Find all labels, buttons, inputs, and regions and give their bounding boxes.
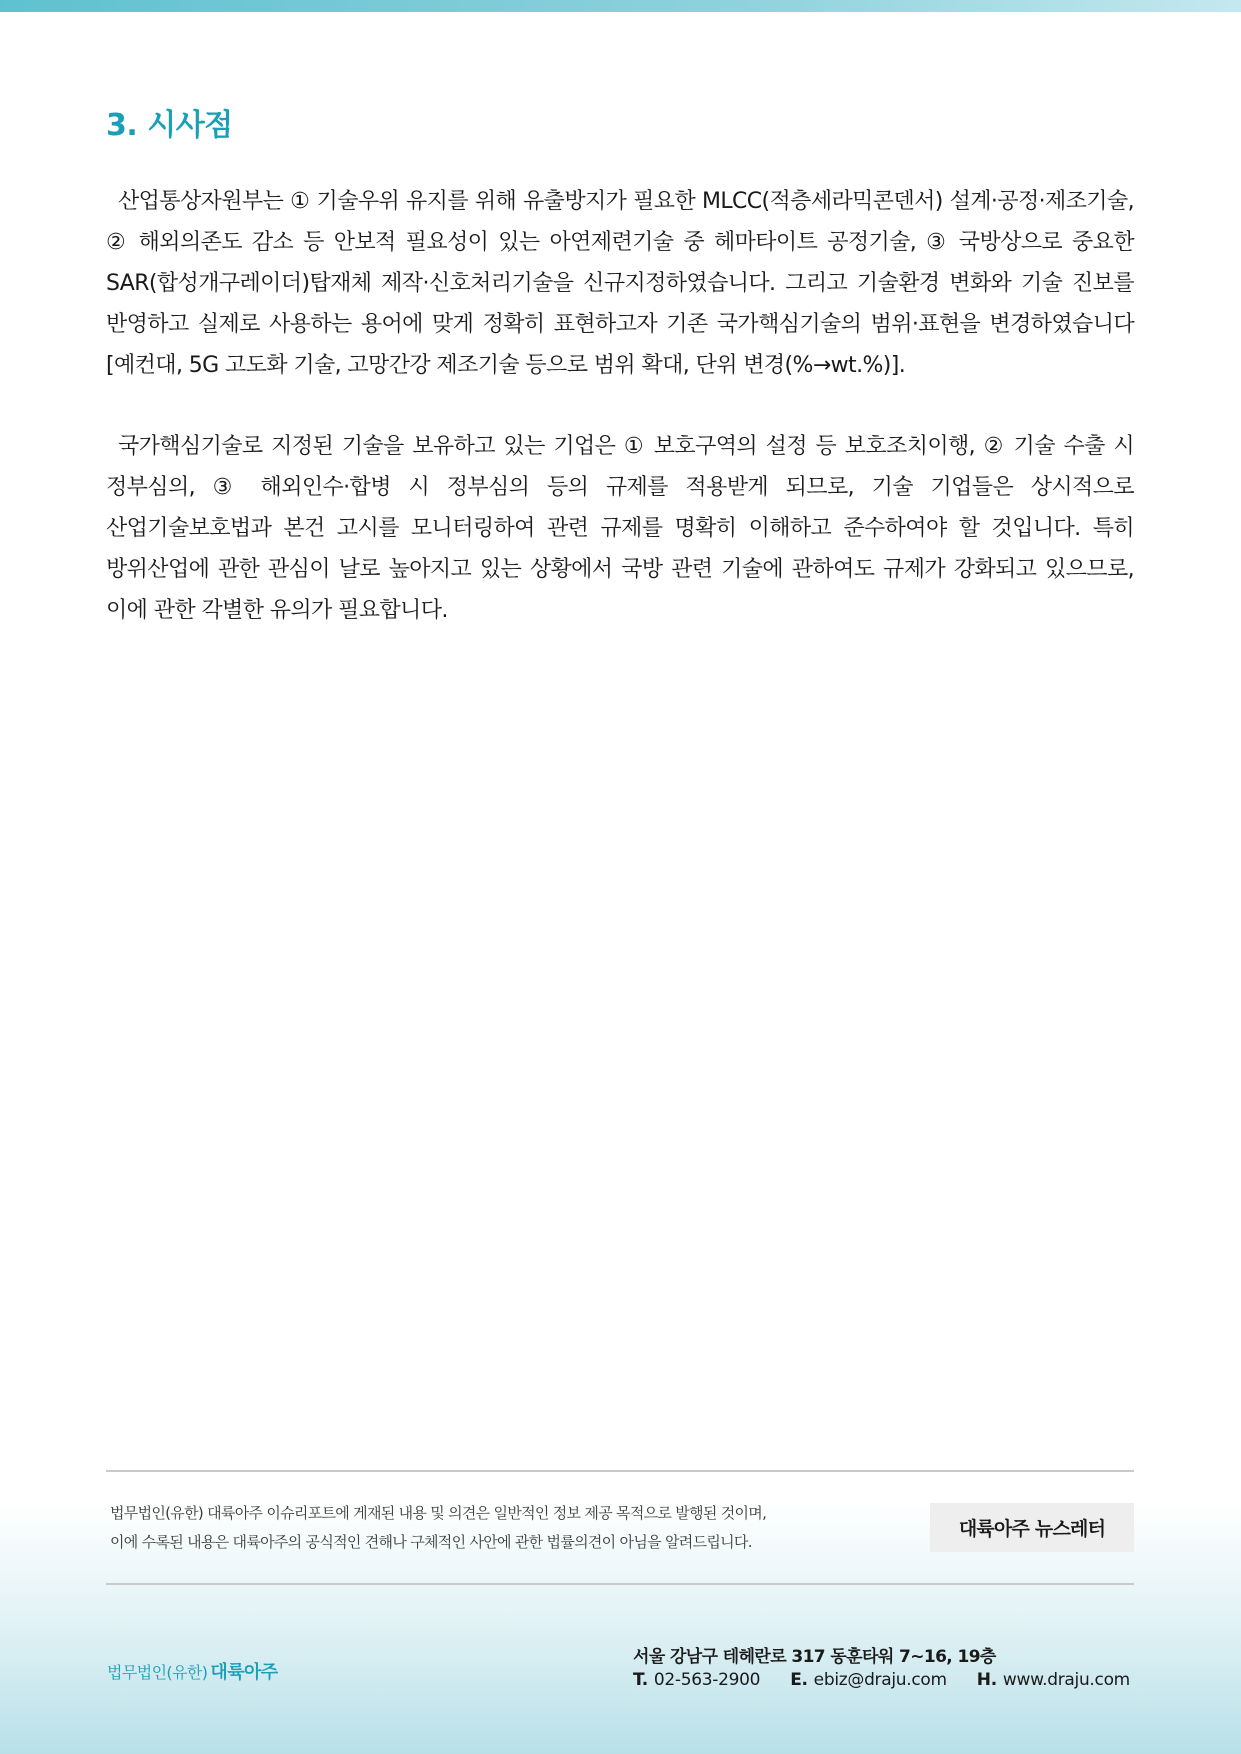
firm-logo	[107, 1658, 278, 1684]
email-label: E.	[790, 1670, 808, 1690]
paragraph-compliance: 국가핵심기술로 지정된 기술을 보유하고 있는 기업은 ① 보호구역의 설정 등 보호조치이행, ② 기술 수출 시 정부심의, ③ 해외인수·합병 시 정부심의 등의 규제를 적용받게 되므로, 기술 기업들은 상시적으로 산업기술보호법과 본건 고시를 모니터링하여 관련 규제를 명확히 이해하고 준수하여야 할 것입니다. 특히 방위산업에 관한 관심이 날로 높아지고 있는 상황에서 국방 관련 기술에 관하여도 규제가 강화되고 있으므로, 이에 관한 각별한 유의가 필요합니다.	[106, 434, 1134, 623]
firm-name: 대륙아주	[210, 1662, 278, 1683]
footer-divider-bottom	[106, 1583, 1134, 1585]
disclaimer-line-1: 법무법인(유한) 대륙아주 이슈리포트에 게재된 내용 및 의견은 일반적인 정보 제공 목적으로 발행된 것이며,	[110, 1504, 767, 1522]
top-accent-bar	[0, 0, 1241, 12]
disclaimer	[110, 1499, 810, 1557]
email-contact[interactable]	[790, 1670, 947, 1690]
phone-number: 02-563-2900	[653, 1670, 761, 1690]
website-contact[interactable]	[977, 1670, 1130, 1690]
phone-contact	[633, 1670, 760, 1690]
firm-type: 법무법인(유한)	[107, 1663, 208, 1682]
website-link[interactable]: www.draju.com	[1002, 1670, 1130, 1690]
contact-info	[633, 1670, 1130, 1690]
phone-label: T.	[633, 1670, 648, 1690]
office-address: 서울 강남구 테헤란로 317 동훈타워 7~16, 19층	[633, 1647, 996, 1667]
email-address[interactable]: ebiz@draju.com	[813, 1670, 947, 1690]
paragraph-designation: 산업통상자원부는 ① 기술우위 유지를 위해 유출방지가 필요한 MLCC(적층세라믹콘덴서) 설계·공정·제조기술, ② 해외의존도 감소 등 안보적 필요성이 있는 아연제련기술 중 헤마타이트 공정기술, ③ 국방상으로 중요한 SAR(합성개구레이더)탑재체 제작·신호처리기술을 신규지정하였습니다. 그리고 기술환경 변화와 기술 진보를 반영하고 실제로 사용하는 용어에 맞게 정확히 표현하고자 기존 국가핵심기술의 범위·표현을 변경하였습니다[예컨대, 5G 고도화 기술, 고망간강 제조기술 등으로 범위 확대, 단위 변경(%→wt.%)].	[106, 189, 1134, 378]
website-label: H.	[976, 1670, 997, 1690]
newsletter-button[interactable]: 대륙아주 뉴스레터	[930, 1503, 1134, 1552]
disclaimer-line-2: 이에 수록된 내용은 대륙아주의 공식적인 견해나 구체적인 사안에 관한 법률의견이 아님을 알려드립니다.	[110, 1533, 752, 1551]
section-title: 3. 시사점	[106, 108, 233, 143]
footer-divider-top	[106, 1470, 1134, 1472]
